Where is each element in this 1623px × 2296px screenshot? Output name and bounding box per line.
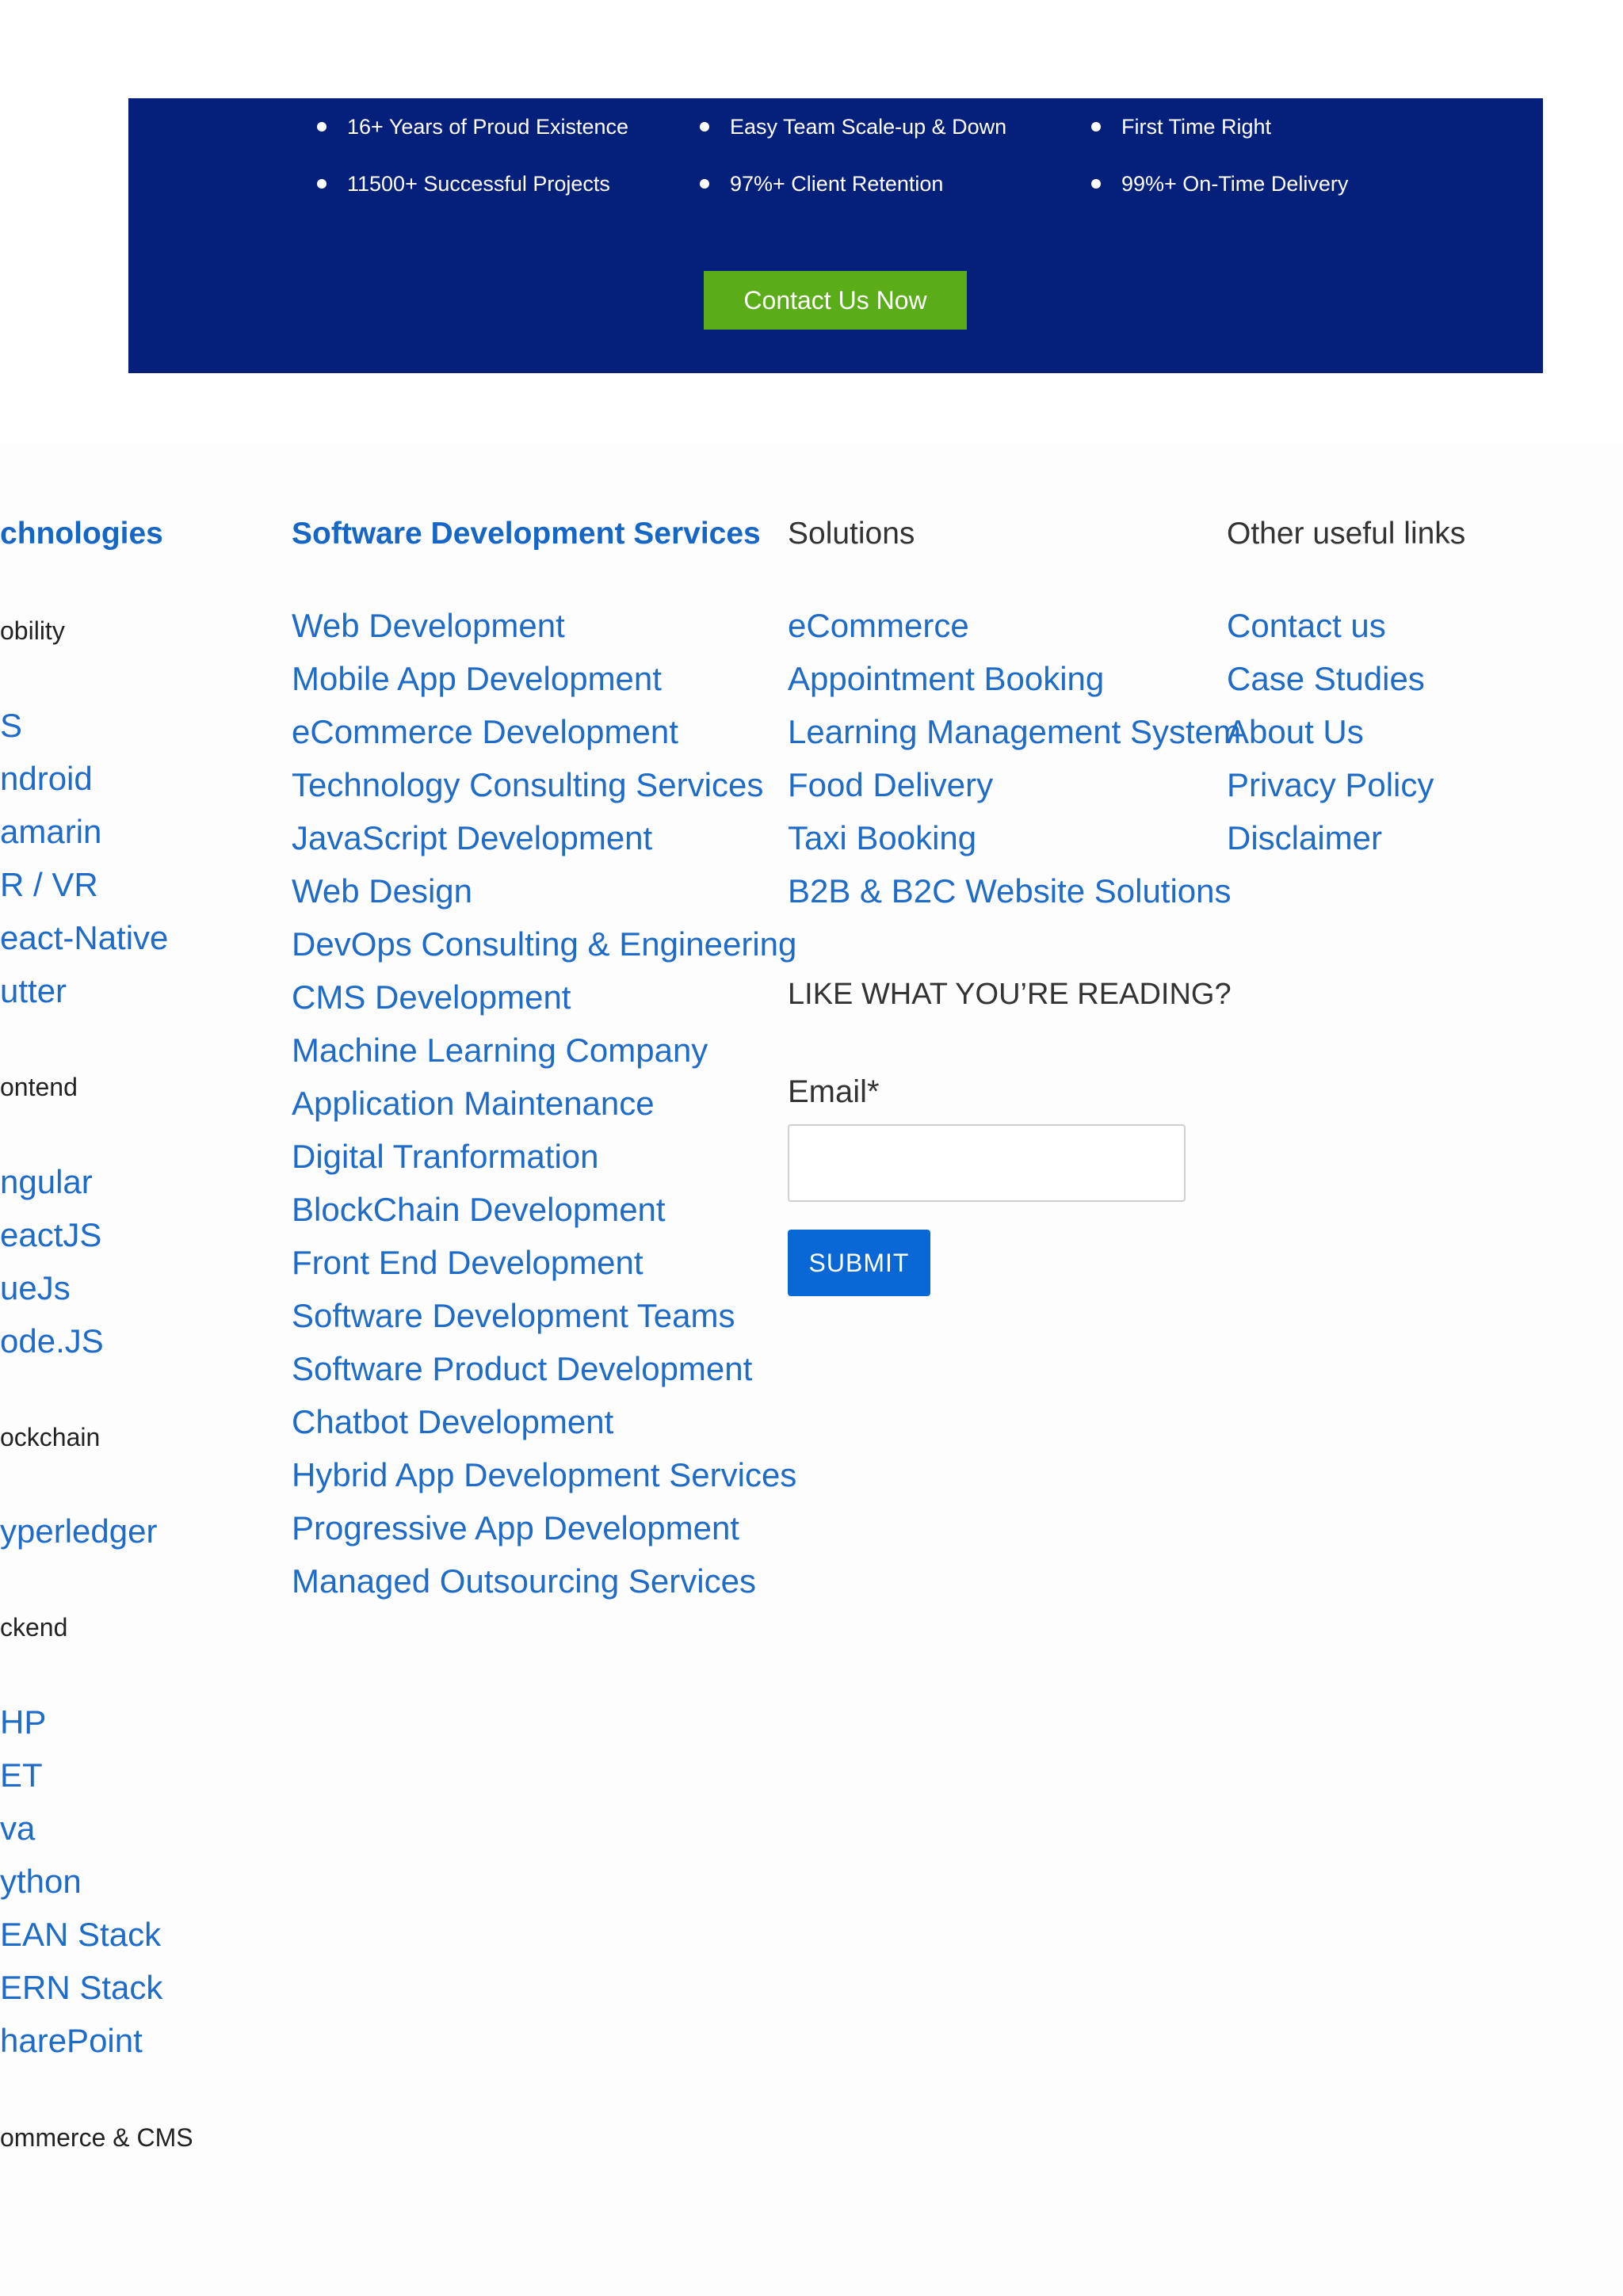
solutions-list [788, 607, 1241, 925]
service-link[interactable]: Hybrid App Development Services [292, 1456, 797, 1493]
newsletter-heading: LIKE WHAT YOU’RE READING? [788, 978, 1232, 1011]
tech-link[interactable]: ndroid [0, 760, 93, 797]
feature-bullet [1121, 113, 1271, 141]
tech-group-title: obility [0, 616, 65, 645]
service-link[interactable]: Software Product Development [292, 1350, 753, 1387]
solutions-heading: Solutions [788, 517, 915, 551]
bullet-dot-icon [700, 179, 709, 189]
service-link[interactable]: Web Design [292, 872, 473, 910]
tech-link[interactable]: va [0, 1810, 36, 1847]
useful-link[interactable]: Disclaimer [1227, 819, 1383, 856]
service-link[interactable]: Software Development Teams [292, 1297, 735, 1334]
useful-link[interactable]: Privacy Policy [1227, 766, 1434, 803]
bullet-dot-icon [317, 179, 327, 189]
useful-link[interactable]: Case Studies [1227, 660, 1425, 697]
useful-links-heading: Other useful links [1227, 517, 1466, 551]
tech-group-title: ontend [0, 1073, 78, 1101]
email-input[interactable] [788, 1124, 1186, 1202]
feature-text: 97%+ Client Retention [730, 172, 944, 196]
feature-bullet [730, 170, 943, 198]
tech-group-title: ckend [0, 1613, 68, 1642]
bullet-dot-icon [1091, 179, 1101, 189]
service-link[interactable]: Machine Learning Company [292, 1032, 708, 1069]
tech-link[interactable]: HP [0, 1703, 47, 1741]
service-link[interactable]: Digital Tranformation [292, 1138, 599, 1175]
solution-link[interactable]: Learning Management System [788, 713, 1241, 750]
service-link[interactable]: JavaScript Development [292, 819, 653, 856]
technologies-column [0, 444, 193, 2296]
solution-link[interactable]: B2B & B2C Website Solutions [788, 872, 1232, 910]
tech-link[interactable]: ueJs [0, 1269, 71, 1306]
feature-bullet [730, 113, 1006, 141]
service-link[interactable]: Progressive App Development [292, 1509, 739, 1547]
features-banner [128, 98, 1543, 373]
tech-link[interactable]: ython [0, 1863, 82, 1900]
useful-links-list [1227, 607, 1434, 872]
tech-link[interactable]: R / VR [0, 866, 98, 903]
tech-link[interactable]: yperledger [0, 1512, 158, 1550]
service-link[interactable]: eCommerce Development [292, 713, 678, 750]
services-heading: Software Development Services [292, 517, 761, 551]
solution-link[interactable]: Food Delivery [788, 766, 994, 803]
service-link[interactable]: Chatbot Development [292, 1403, 614, 1440]
tech-link[interactable]: ET [0, 1756, 43, 1794]
email-label: Email* [788, 1074, 880, 1109]
solution-link[interactable]: Appointment Booking [788, 660, 1105, 697]
service-link[interactable]: Technology Consulting Services [292, 766, 764, 803]
feature-text: 99%+ On-Time Delivery [1121, 172, 1349, 196]
feature-text: First Time Right [1121, 115, 1272, 139]
service-link[interactable]: Web Development [292, 607, 565, 644]
tech-group-title: ommerce & CMS [0, 2123, 193, 2152]
service-link[interactable]: DevOps Consulting & Engineering [292, 925, 797, 963]
service-link[interactable]: Application Maintenance [292, 1085, 655, 1122]
feature-bullet [347, 113, 628, 141]
useful-link[interactable]: About Us [1227, 713, 1364, 750]
contact-us-now-button[interactable]: Contact Us Now [704, 271, 967, 330]
tech-link[interactable]: utter [0, 972, 67, 1009]
feature-text: 16+ Years of Proud Existence [347, 115, 628, 139]
bullet-dot-icon [1091, 122, 1101, 132]
feature-bullet [1121, 170, 1348, 198]
feature-text: Easy Team Scale-up & Down [730, 115, 1007, 139]
service-link[interactable]: BlockChain Development [292, 1191, 666, 1228]
technologies-heading: chnologies [0, 517, 163, 551]
service-link[interactable]: Managed Outsourcing Services [292, 1562, 756, 1600]
services-list [292, 607, 796, 1615]
tech-link[interactable]: eactJS [0, 1216, 102, 1253]
site-footer [0, 444, 1623, 2296]
tech-link[interactable]: eact-Native [0, 919, 169, 956]
bullet-dot-icon [317, 122, 327, 132]
feature-bullet [347, 170, 610, 198]
tech-link[interactable]: amarin [0, 813, 102, 850]
submit-button[interactable]: SUBMIT [788, 1230, 930, 1296]
tech-link[interactable]: ERN Stack [0, 1969, 163, 2006]
tech-group-title: ockchain [0, 1423, 101, 1451]
feature-text: 11500+ Successful Projects [347, 172, 610, 196]
tech-link[interactable]: ngular [0, 1163, 93, 1200]
service-link[interactable]: Mobile App Development [292, 660, 662, 697]
tech-link[interactable]: S [0, 707, 23, 744]
solution-link[interactable]: Taxi Booking [788, 819, 977, 856]
tech-link[interactable]: ode.JS [0, 1322, 104, 1360]
solution-link[interactable]: eCommerce [788, 607, 969, 644]
service-link[interactable]: Front End Development [292, 1244, 643, 1281]
bullet-dot-icon [700, 122, 709, 132]
service-link[interactable]: CMS Development [292, 978, 571, 1016]
tech-link[interactable]: EAN Stack [0, 1916, 162, 1953]
useful-link[interactable]: Contact us [1227, 607, 1386, 644]
tech-link[interactable]: harePoint [0, 2022, 143, 2059]
